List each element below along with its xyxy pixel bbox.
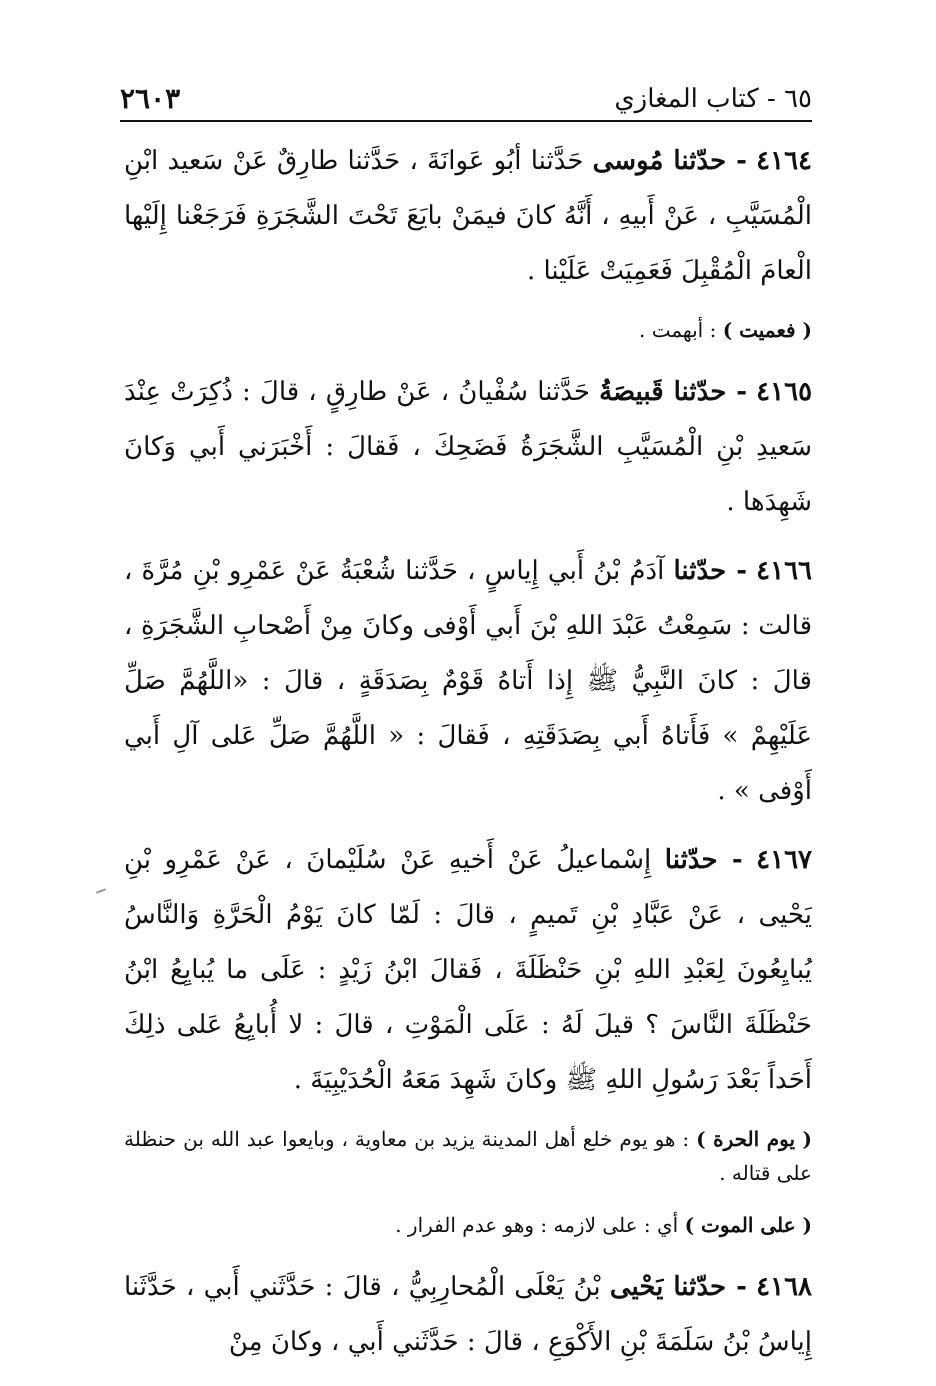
hadith-number: ٤١٦٤ bbox=[756, 146, 812, 176]
note-term: ( على الموت ) bbox=[684, 1213, 812, 1237]
hadith-text: إِسْماعيلُ عَنْ أَخيهِ عَنْ سُلَيْمانَ ، عَنْ عَمْرِو بْنِ يَحْيى ، عَنْ عَبَّادِ بْنِ تَميمٍ ، قالَ : لَمّا كانَ يَوْمُ الْحَرَّةِ وَالنَّاسُ يُبايِعُونَ لِعَبْدِ اللهِ بْنِ حَنْظَلَةَ ، فَقالَ ابْنُ زَيْدٍ : عَلَى ما يُبايِعُ ابْنُ حَنْظَلَةَ النَّاسَ ؟ قيلَ لَهُ : عَلَى الْمَوْتِ ، قالَ : لا أُبايِعُ عَلى ذلِكَ أَحَداً بَعْدَ رَسُولِ اللهِ ﷺ وكانَ شَهِدَ مَعَهُ الْحُدَيْبِيَةَ . bbox=[124, 845, 812, 1095]
hadith-text: بْنُ يَعْلَى الْمُحارِبِيُّ ، قالَ : حَدَّثَني أَبي ، حَدَّثَنا إِياسُ بْنُ سَلَمَةَ بْنِ الأَكْوَعِ ، قالَ : حَدَّثَني أَبي ، وكانَ مِنْ bbox=[124, 1272, 812, 1357]
hadith-lead: حدّثنا قَبيصَةُ bbox=[599, 377, 727, 407]
hadith-4165: ٤١٦٥ - حدّثنا قَبيصَةُ حَدَّثنا سُفْيانُ ، عَنْ طارِقٍ ، قالَ : ذُكِرَتْ عِنْدَ سَعيدِ بْنِ الْمُسَيَّبِ الشَّجَرَةُ فَضَحِكَ ، فَقالَ : أَخْبَرَني أَبي وَكانَ شَهِدَها . bbox=[124, 377, 813, 517]
hadith-text: آدَمُ بْنُ أَبي إِياسٍ ، حَدَّثنا شُعْبَةُ عَنْ عَمْرِو بْنِ مُرَّةَ ، قالت : سَمِعْتُ عَبْدَ اللهِ بْنَ أَبي أَوْفى وكانَ مِنْ أَصْحابِ الشَّجَرَةِ ، قالَ : كانَ النَّبِيُّ ﷺ إِذا أَتاهُ قَوْمٌ بِصَدَقَةٍ ، قالَ : «اللَّهُمَّ صَلِّ عَلَيْهِمْ » فَأَتاهُ أَبي بِصَدَقَتِهِ ، فَقالَ : « اللَّهُمَّ صَلِّ عَلى آلِ أَبي أَوْفى » . bbox=[124, 556, 812, 806]
hadith-lead: حدّثنا bbox=[664, 845, 718, 875]
hadith-number: ٤١٦٦ bbox=[756, 556, 813, 586]
footnote-ala-al-mawt bbox=[124, 1208, 812, 1242]
running-header bbox=[120, 78, 812, 122]
hadith-text: حَدَّثنا أبُو عَوانَةَ ، حَدَّثنا طارِقٌ عَنْ سَعيد ابْنِ الْمُسَيَّبِ ، عَنْ أَبيهِ ، أَنَّهُ كانَ فيمَنْ بايَعَ تَحْتَ الشَّجَرَةِ فَرَجَعْنا إِلَيْها الْعامَ الْمُقْبِلَ فَعَمِيَتْ عَلَيْنا . bbox=[124, 146, 812, 286]
note-text: : أبهمت . bbox=[638, 318, 717, 342]
page-body bbox=[124, 134, 812, 1384]
chapter-title: ٦٥ - كتاب المغازي bbox=[614, 84, 812, 114]
note-text: : هو يوم خلع أهل المدينة يزيد بن معاوية ، وبايعوا عبد الله بن حنظلة على قتاله . bbox=[124, 1127, 812, 1185]
hadith-4166: ٤١٦٦ - حدّثنا آدَمُ بْنُ أَبي إِياسٍ ، حَدَّثنا شُعْبَةُ عَنْ عَمْرِو بْنِ مُرَّةَ ، قالت : سَمِعْتُ عَبْدَ اللهِ بْنَ أَبي أَوْفى وكانَ مِنْ أَصْحابِ الشَّجَرَةِ ، قالَ : كانَ النَّبِيُّ ﷺ إِذا أَتاهُ قَوْمٌ بِصَدَقَةٍ ، قالَ : «اللَّهُمَّ صَلِّ عَلَيْهِمْ » فَأَتاهُ أَبي بِصَدَقَتِهِ ، فَقالَ : « اللَّهُمَّ صَلِّ عَلى آلِ أَبي أَوْفى » . bbox=[124, 556, 813, 806]
page-number: ٢٦٠٣ bbox=[120, 82, 181, 115]
hadith-number: ٤١٦٧ bbox=[756, 845, 812, 875]
hadith-4168: ٤١٦٨ - حدّثنا يَحْيى بْنُ يَعْلَى الْمُحارِبِيُّ ، قالَ : حَدَّثَني أَبي ، حَدَّثَنا إِياسُ بْنُ سَلَمَةَ بْنِ الأَكْوَعِ ، قالَ : حَدَّثَني أَبي ، وكانَ مِنْ bbox=[124, 1272, 813, 1357]
hadith-lead: حدّثنا يَحْيى bbox=[609, 1272, 727, 1302]
hadith-number: ٤١٦٨ bbox=[756, 1272, 813, 1302]
hadith-4164: ٤١٦٤ - حدّثنا مُوسى حَدَّثنا أبُو عَوانَةَ ، حَدَّثنا طارِقٌ عَنْ سَعيد ابْنِ الْمُسَيَّبِ ، عَنْ أَبيهِ ، أَنَّهُ كانَ فيمَنْ بايَعَ تَحْتَ الشَّجَرَةِ فَرَجَعْنا إِلَيْها الْعامَ الْمُقْبِلَ فَعَمِيَتْ عَلَيْنا . bbox=[124, 146, 812, 286]
footnote-famiyat bbox=[124, 313, 812, 347]
hadith-lead: حدّثنا مُوسى bbox=[592, 146, 727, 176]
hadith-lead: حدّثنا bbox=[673, 556, 727, 586]
hadith-4167: ٤١٦٧ - حدّثنا إِسْماعيلُ عَنْ أَخيهِ عَنْ سُلَيْمانَ ، عَنْ عَمْرِو بْنِ يَحْيى ، عَنْ عَبَّادِ بْنِ تَميمٍ ، قالَ : لَمّا كانَ يَوْمُ الْحَرَّةِ وَالنَّاسُ يُبايِعُونَ لِعَبْدِ اللهِ بْنِ حَنْظَلَةَ ، فَقالَ ابْنُ زَيْدٍ : عَلَى ما يُبايِعُ ابْنُ حَنْظَلَةَ النَّاسَ ؟ قيلَ لَهُ : عَلَى الْمَوْتِ ، قالَ : لا أُبايِعُ عَلى ذلِكَ أَحَداً بَعْدَ رَسُولِ اللهِ ﷺ وكانَ شَهِدَ مَعَهُ الْحُدَيْبِيَةَ . bbox=[124, 845, 812, 1095]
hadith-number: ٤١٦٥ bbox=[756, 377, 813, 407]
note-term: ( فعميت ) bbox=[722, 318, 812, 342]
note-term: ( يوم الحرة ) bbox=[696, 1127, 813, 1151]
hadith-text: حَدَّثنا سُفْيانُ ، عَنْ طارِقٍ ، قالَ : ذُكِرَتْ عِنْدَ سَعيدِ بْنِ الْمُسَيَّبِ الشَّجَرَةُ فَضَحِكَ ، فَقالَ : أَخْبَرَني أَبي وَكانَ شَهِدَها . bbox=[124, 377, 812, 517]
note-text: أي : على لازمه : وهو عدم الفرار . bbox=[395, 1213, 679, 1237]
margin-mark bbox=[96, 888, 106, 893]
footnote-yawm-al-harra bbox=[124, 1122, 812, 1190]
